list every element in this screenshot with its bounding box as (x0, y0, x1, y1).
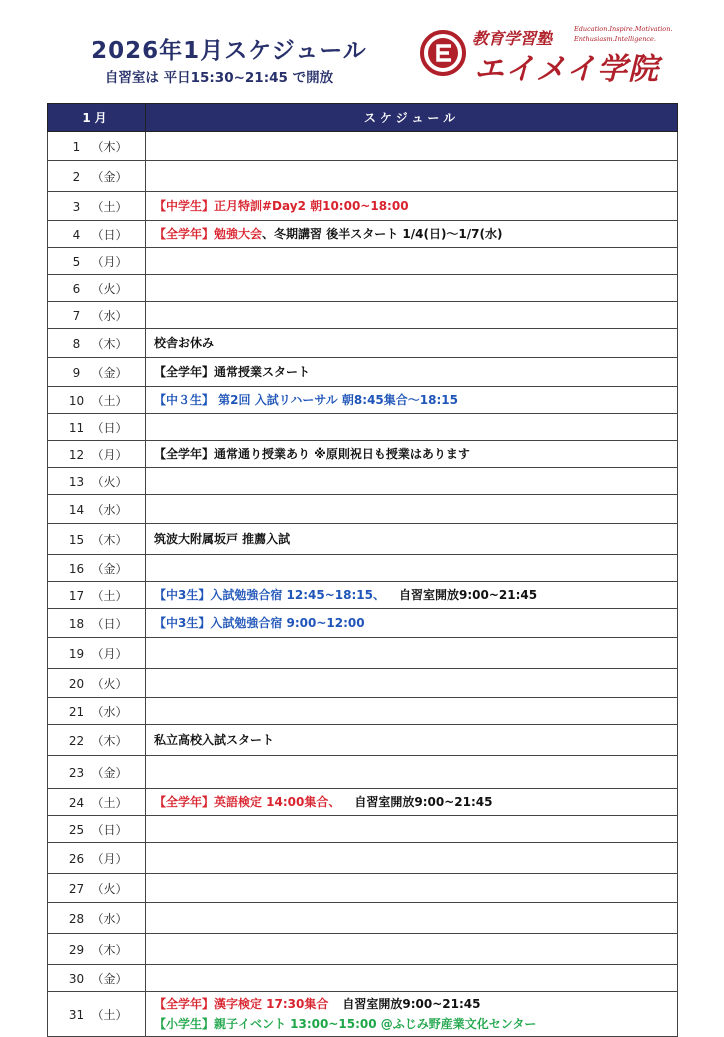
table-row (48, 638, 678, 669)
day-number: 24 (68, 795, 85, 810)
table-row (48, 609, 678, 638)
table-row (48, 756, 678, 789)
day-cell (48, 161, 146, 192)
day-cell (48, 192, 146, 221)
event-line (154, 792, 677, 812)
page-subtitle: 自習室は 平日15:30~21:45 で開放 (104, 70, 334, 86)
event-cell (146, 555, 678, 582)
day-cell (48, 248, 146, 275)
day-number: 2 (72, 169, 81, 184)
event-cell (146, 756, 678, 789)
weekday: （日） (91, 822, 128, 837)
table-row (48, 965, 678, 992)
day-cell (48, 934, 146, 965)
day-number: 22 (68, 733, 85, 748)
event-text: 【全学年】勉強大会 (154, 227, 263, 241)
page-title: 2026年1月スケジュール (91, 38, 367, 64)
event-line (154, 585, 677, 605)
event-cell (146, 161, 678, 192)
day-cell (48, 582, 146, 609)
event-cell (146, 441, 678, 468)
table-row (48, 582, 678, 609)
school-logo (420, 22, 690, 87)
day-number: 26 (68, 851, 85, 866)
weekday: （木） (91, 733, 128, 748)
event-text: 校舎お休み (154, 336, 215, 350)
weekday: （金） (91, 169, 128, 184)
day-cell (48, 221, 146, 248)
day-number: 19 (68, 646, 85, 661)
table-row (48, 302, 678, 329)
weekday: （日） (91, 420, 128, 435)
weekday: （月） (91, 646, 128, 661)
day-cell (48, 524, 146, 555)
day-number: 13 (68, 474, 85, 489)
table-row (48, 843, 678, 874)
table-row (48, 555, 678, 582)
table-row (48, 468, 678, 495)
day-cell (48, 816, 146, 843)
event-text: 筑波大附属坂戸 推薦入試 (154, 532, 291, 546)
weekday: （木） (91, 139, 128, 154)
table-row (48, 789, 678, 816)
weekday: （土） (91, 199, 128, 214)
table-row (48, 934, 678, 965)
day-number: 16 (68, 561, 85, 576)
event-text: 【全学年】通常通り授業あり ※原則祝日も授業はあります (154, 447, 470, 461)
day-number: 18 (68, 616, 85, 631)
day-number: 3 (72, 199, 81, 214)
day-number: 25 (68, 822, 85, 837)
event-line (154, 730, 677, 750)
day-cell (48, 992, 146, 1037)
day-cell (48, 725, 146, 756)
event-cell (146, 358, 678, 387)
page-header (0, 0, 724, 100)
day-cell (48, 468, 146, 495)
weekday: （土） (91, 588, 128, 603)
event-text: 【中学生】正月特訓#Day2 朝10:00~18:00 (154, 199, 409, 213)
logo-tagline: Education.Inspire.Motivation. Enthusiasm.Intelligence. (574, 25, 673, 43)
event-cell (146, 903, 678, 934)
weekday: （水） (91, 704, 128, 719)
event-cell (146, 302, 678, 329)
weekday: （金） (91, 971, 128, 986)
event-cell (146, 965, 678, 992)
schedule-body (48, 132, 678, 1037)
day-number: 29 (68, 942, 85, 957)
day-number: 14 (68, 502, 85, 517)
day-cell (48, 358, 146, 387)
event-cell (146, 132, 678, 161)
weekday: （月） (91, 254, 128, 269)
day-number: 20 (68, 676, 85, 691)
day-number: 23 (68, 765, 85, 780)
table-row (48, 441, 678, 468)
table-row (48, 816, 678, 843)
event-cell (146, 816, 678, 843)
day-number: 10 (68, 393, 85, 408)
event-cell (146, 789, 678, 816)
event-line (154, 333, 677, 353)
day-number: 27 (68, 881, 85, 896)
weekday: （火） (91, 676, 128, 691)
day-number: 21 (68, 704, 85, 719)
table-row (48, 903, 678, 934)
table-row (48, 221, 678, 248)
weekday: （水） (91, 308, 128, 323)
event-cell (146, 414, 678, 441)
event-text: 自習室開放9:00~21:45 (398, 588, 538, 602)
day-cell (48, 555, 146, 582)
event-text: 【中３生】 第2回 入試リハーサル 朝8:45集合〜18:15 (154, 393, 458, 407)
schedule-table (47, 103, 678, 1037)
event-cell (146, 582, 678, 609)
weekday: （水） (91, 911, 128, 926)
day-cell (48, 387, 146, 414)
day-number: 12 (68, 447, 85, 462)
table-row (48, 874, 678, 903)
day-cell (48, 414, 146, 441)
table-row (48, 161, 678, 192)
event-cell (146, 934, 678, 965)
table-row (48, 248, 678, 275)
event-text: 自習室開放9:00~21:45 (354, 795, 493, 809)
logo-e-icon (420, 30, 466, 76)
day-cell (48, 843, 146, 874)
event-cell (146, 495, 678, 524)
day-cell (48, 302, 146, 329)
weekday: （水） (91, 502, 128, 517)
table-row (48, 329, 678, 358)
event-cell (146, 609, 678, 638)
event-cell (146, 725, 678, 756)
weekday: （日） (91, 227, 128, 242)
day-cell (48, 789, 146, 816)
table-row (48, 524, 678, 555)
day-cell (48, 698, 146, 725)
day-number: 28 (68, 911, 85, 926)
event-cell (146, 192, 678, 221)
weekday: （金） (91, 561, 128, 576)
weekday: （火） (91, 881, 128, 896)
logo-top-text: 教育学習塾 (472, 29, 553, 48)
table-row (48, 132, 678, 161)
day-number: 6 (72, 281, 81, 296)
table-row (48, 358, 678, 387)
table-row (48, 669, 678, 698)
table-row (48, 387, 678, 414)
event-cell (146, 524, 678, 555)
day-number: 1 (72, 139, 81, 154)
weekday: （金） (91, 765, 128, 780)
day-cell (48, 903, 146, 934)
event-line (154, 224, 677, 244)
day-number: 9 (72, 365, 81, 380)
weekday: （火） (91, 474, 128, 489)
day-cell (48, 669, 146, 698)
event-text: 【中3生】入試勉強合宿 12:45~18:15、 (154, 588, 385, 602)
event-cell (146, 275, 678, 302)
event-cell (146, 698, 678, 725)
day-cell (48, 441, 146, 468)
event-cell (146, 843, 678, 874)
day-cell (48, 275, 146, 302)
day-number: 31 (68, 1007, 85, 1022)
weekday: （月） (91, 851, 128, 866)
event-text: 、冬期講習 後半スタート 1/4(日)〜1/7(水) (262, 227, 503, 241)
table-row (48, 495, 678, 524)
col-header-schedule: スケジュール (146, 104, 678, 132)
day-number: 8 (72, 336, 81, 351)
event-cell (146, 468, 678, 495)
table-row (48, 992, 678, 1037)
day-cell (48, 329, 146, 358)
day-cell (48, 965, 146, 992)
event-line (154, 994, 677, 1014)
event-line (154, 529, 677, 549)
weekday: （木） (91, 532, 128, 547)
table-row (48, 275, 678, 302)
event-line (154, 1014, 677, 1034)
table-row (48, 192, 678, 221)
event-line (154, 613, 677, 633)
table-row (48, 725, 678, 756)
event-line (154, 390, 677, 410)
event-cell (146, 638, 678, 669)
event-cell (146, 248, 678, 275)
logo-main-text: エイメイ学院 (474, 52, 660, 87)
event-cell (146, 874, 678, 903)
table-row (48, 698, 678, 725)
weekday: （月） (91, 447, 128, 462)
event-cell (146, 387, 678, 414)
event-cell (146, 669, 678, 698)
event-text: 自習室開放9:00~21:45 (342, 997, 481, 1011)
day-number: 11 (68, 420, 85, 435)
weekday: （土） (91, 795, 128, 810)
day-number: 7 (72, 308, 81, 323)
weekday: （金） (91, 365, 128, 380)
event-line (154, 362, 677, 382)
event-line (154, 196, 677, 216)
event-text: 私立高校入試スタート (154, 733, 275, 747)
weekday: （火） (91, 281, 128, 296)
day-number: 4 (72, 227, 81, 242)
event-text: 【全学年】英語検定 14:00集合、 (154, 795, 341, 809)
weekday: （木） (91, 336, 128, 351)
day-number: 15 (68, 532, 85, 547)
event-text: 【全学年】漢字検定 17:30集合 (154, 997, 329, 1011)
table-header-row (48, 104, 678, 132)
day-cell (48, 495, 146, 524)
event-cell (146, 329, 678, 358)
event-cell (146, 221, 678, 248)
day-number: 5 (72, 254, 81, 269)
table-row (48, 414, 678, 441)
col-header-month: 1月 (48, 104, 146, 132)
weekday: （日） (91, 616, 128, 631)
event-cell (146, 992, 678, 1037)
event-line (154, 444, 677, 464)
day-cell (48, 609, 146, 638)
day-cell (48, 638, 146, 669)
day-cell (48, 874, 146, 903)
day-cell (48, 132, 146, 161)
day-cell (48, 756, 146, 789)
weekday: （土） (91, 1007, 128, 1022)
event-text: 【中3生】入試勉強合宿 9:00~12:00 (154, 616, 365, 630)
day-number: 17 (68, 588, 85, 603)
event-text: 【小学生】親子イベント 13:00~15:00 @ふじみ野産業文化センター (154, 1017, 537, 1031)
weekday: （土） (91, 393, 128, 408)
weekday: （木） (91, 942, 128, 957)
event-text: 【全学年】通常授業スタート (154, 365, 311, 379)
day-number: 30 (68, 971, 85, 986)
